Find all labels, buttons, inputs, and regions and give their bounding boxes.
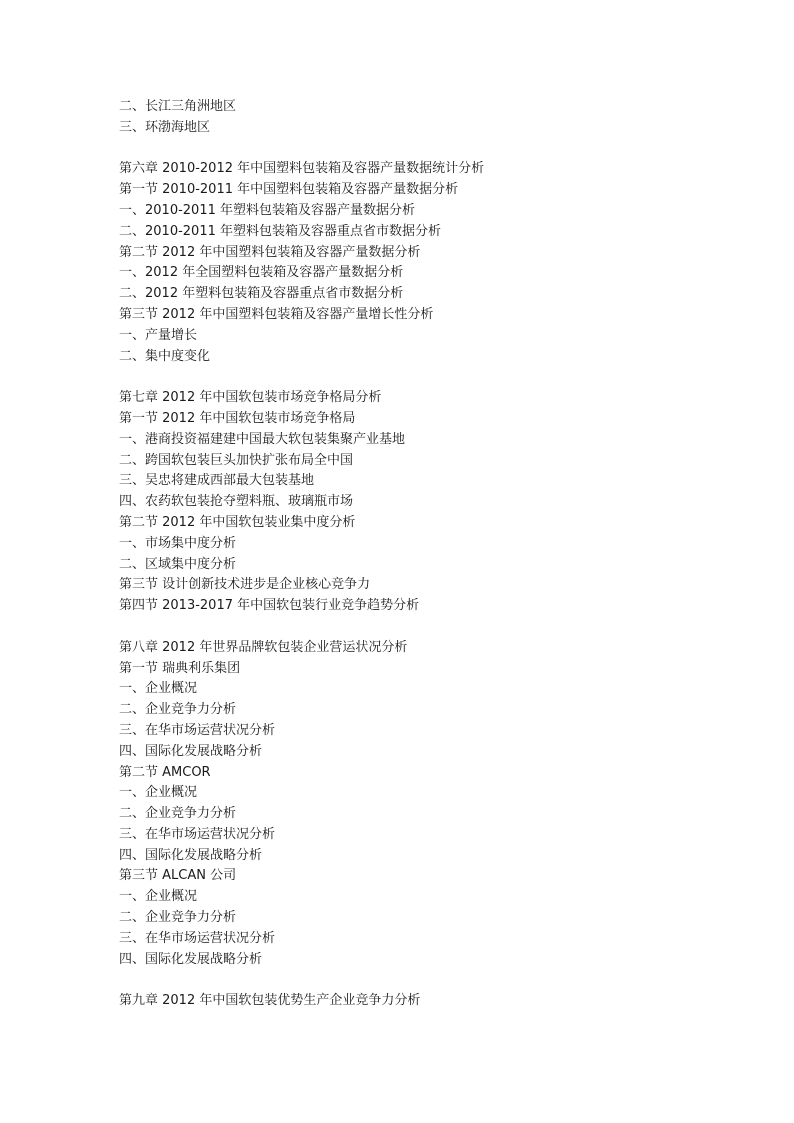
subsection-item: 三、环渤海地区	[119, 119, 211, 135]
chapter-heading: 第九章 2012 年中国软包装优势生产企业竞争力分析	[119, 993, 421, 1009]
subsection-item: 二、2012 年塑料包装箱及容器重点省市数据分析	[119, 286, 404, 302]
chapter-heading: 第六章 2010-2012 年中国塑料包装箱及容器产量数据统计分析	[119, 161, 485, 177]
subsection-item: 三、吴忠将建成西部最大包装基地	[119, 473, 315, 489]
section-heading: 第一节 2012 年中国软包装市场竞争格局	[119, 410, 356, 426]
subsection-item: 二、2010-2011 年塑料包装箱及容器重点省市数据分析	[119, 223, 441, 239]
subsection-item: 二、企业竞争力分析	[119, 910, 237, 926]
subsection-item: 一、企业概况	[119, 681, 198, 697]
subsection-item: 四、国际化发展战略分析	[119, 847, 263, 863]
subsection-item: 三、在华市场运营状况分析	[119, 826, 276, 842]
blank-line	[119, 617, 739, 638]
section-heading: 第二节 2012 年中国软包装业集中度分析	[119, 514, 356, 530]
subsection-item: 四、农药软包装抢夺塑料瓶、玻璃瓶市场	[119, 494, 354, 510]
table-of-contents	[119, 97, 739, 1012]
section-heading: 第三节 ALCAN 公司	[119, 868, 237, 884]
section-heading: 第一节 2010-2011 年中国塑料包装箱及容器产量数据分析	[119, 182, 459, 198]
subsection-item: 二、长江三角洲地区	[119, 99, 237, 114]
subsection-item: 四、国际化发展战略分析	[119, 743, 263, 759]
section-heading: 第四节 2013-2017 年中国软包装行业竞争趋势分析	[119, 598, 420, 614]
blank-line	[119, 139, 739, 160]
chapter-heading: 第八章 2012 年世界品牌软包装企业营运状况分析	[119, 639, 408, 655]
subsection-item: 二、跨国软包装巨头加快扩张布局全中国	[119, 452, 354, 468]
subsection-item: 二、区域集中度分析	[119, 556, 237, 572]
section-heading: 第三节 2012 年中国塑料包装箱及容器产量增长性分析	[119, 306, 434, 322]
subsection-item: 一、企业概况	[119, 785, 198, 801]
subsection-item: 一、市场集中度分析	[119, 535, 237, 551]
chapter-heading: 第七章 2012 年中国软包装市场竞争格局分析	[119, 390, 382, 406]
subsection-item: 三、在华市场运营状况分析	[119, 930, 276, 946]
subsection-item: 一、产量增长	[119, 327, 198, 343]
section-heading: 第二节 2012 年中国塑料包装箱及容器产量数据分析	[119, 244, 421, 260]
section-heading: 第一节 瑞典利乐集团	[119, 660, 241, 676]
section-heading: 第二节 AMCOR	[119, 764, 211, 780]
subsection-item: 一、企业概况	[119, 889, 198, 905]
blank-line	[119, 367, 739, 388]
blank-line	[119, 970, 739, 991]
subsection-item: 二、企业竞争力分析	[119, 806, 237, 822]
subsection-item: 二、企业竞争力分析	[119, 702, 237, 718]
subsection-item: 四、国际化发展战略分析	[119, 951, 263, 967]
subsection-item: 二、集中度变化	[119, 348, 211, 364]
subsection-item: 三、在华市场运营状况分析	[119, 722, 276, 738]
subsection-item: 一、港商投资福建建中国最大软包装集聚产业基地	[119, 431, 406, 447]
section-heading: 第三节 设计创新技术进步是企业核心竞争力	[119, 577, 371, 593]
subsection-item: 一、2010-2011 年塑料包装箱及容器产量数据分析	[119, 202, 415, 218]
subsection-item: 一、2012 年全国塑料包装箱及容器产量数据分析	[119, 265, 404, 281]
